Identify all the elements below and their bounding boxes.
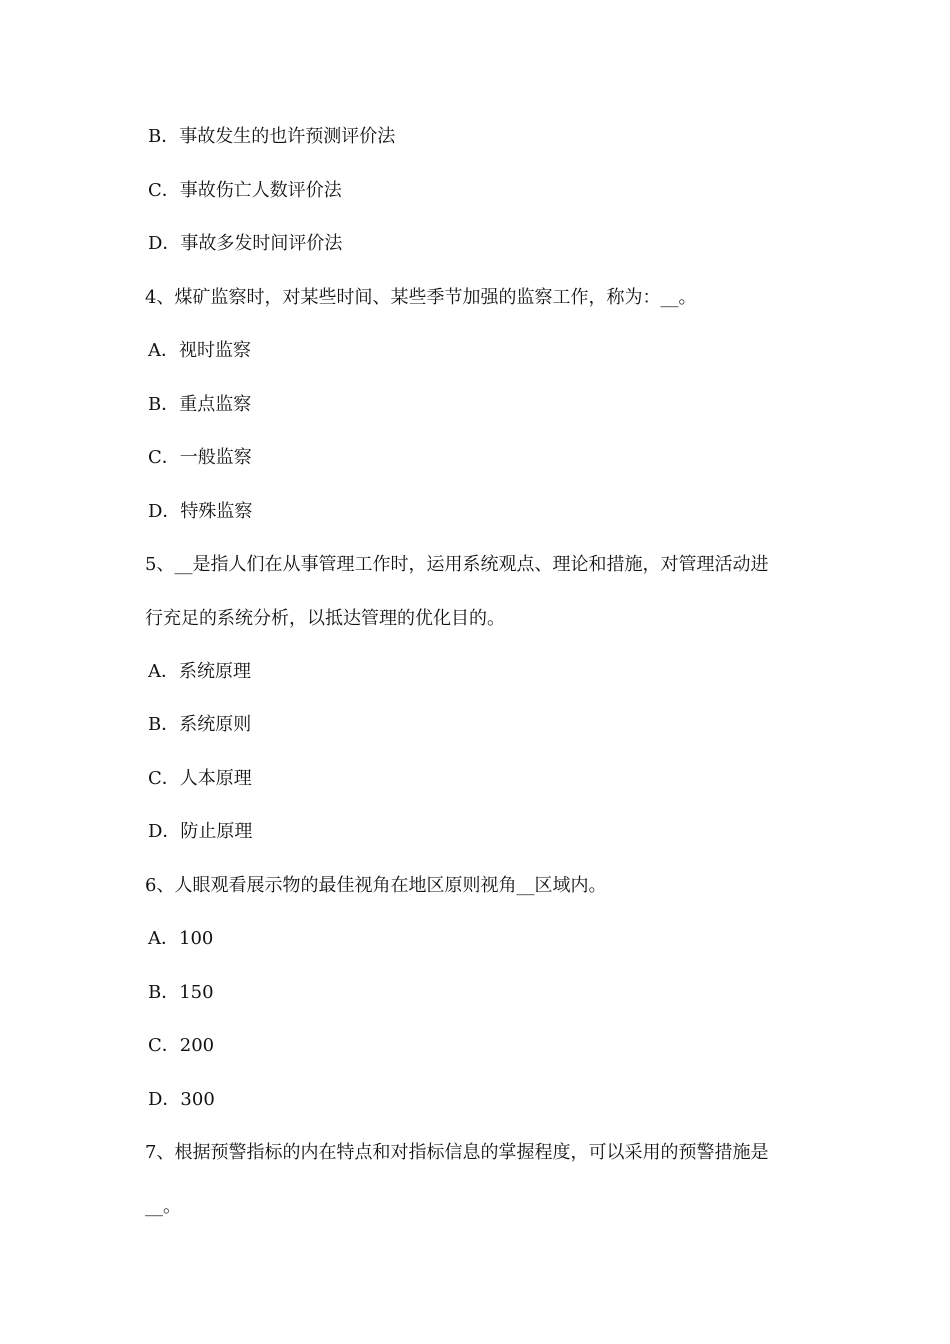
q4-question: 4、煤矿监察时，对某些时间、某些季节加强的监察工作，称为：__。 [145,287,697,308]
q4-option-b: B．重点监察 [148,394,252,415]
q3-option-b: B．事故发生的也许预测评价法 [148,126,396,147]
q7-question-line-1: 7、根据预警指标的内在特点和对指标信息的掌握程度，可以采用的预警措施是 [145,1142,769,1163]
q7-question-line-2: __。 [145,1196,181,1217]
q4-option-d: D．特殊监察 [148,501,253,522]
q6-option-a: A．100 [148,928,214,949]
q3-option-c: C．事故伤亡人数评价法 [148,180,342,201]
q5-option-c: C．人本原理 [148,768,252,789]
q6-question: 6、人眼观看展示物的最佳视角在地区原则视角__区域内。 [145,875,607,896]
q5-question-line-2: 行充足的系统分析，以抵达管理的优化目的。 [145,608,505,629]
q4-option-c: C．一般监察 [148,447,252,468]
q6-option-c: C．200 [148,1035,215,1056]
q5-option-d: D．防止原理 [148,821,253,842]
q5-option-b: B．系统原则 [148,714,252,735]
q6-option-b: B．150 [148,982,214,1003]
q6-option-d: D．300 [148,1089,215,1110]
q5-option-a: A．系统原理 [148,661,251,682]
q4-option-a: A．视时监察 [148,340,251,361]
q5-question-line-1: 5、__是指人们在从事管理工作时，运用系统观点、理论和措施，对管理活动进 [145,554,769,575]
q3-option-d: D．事故多发时间评价法 [148,233,343,254]
